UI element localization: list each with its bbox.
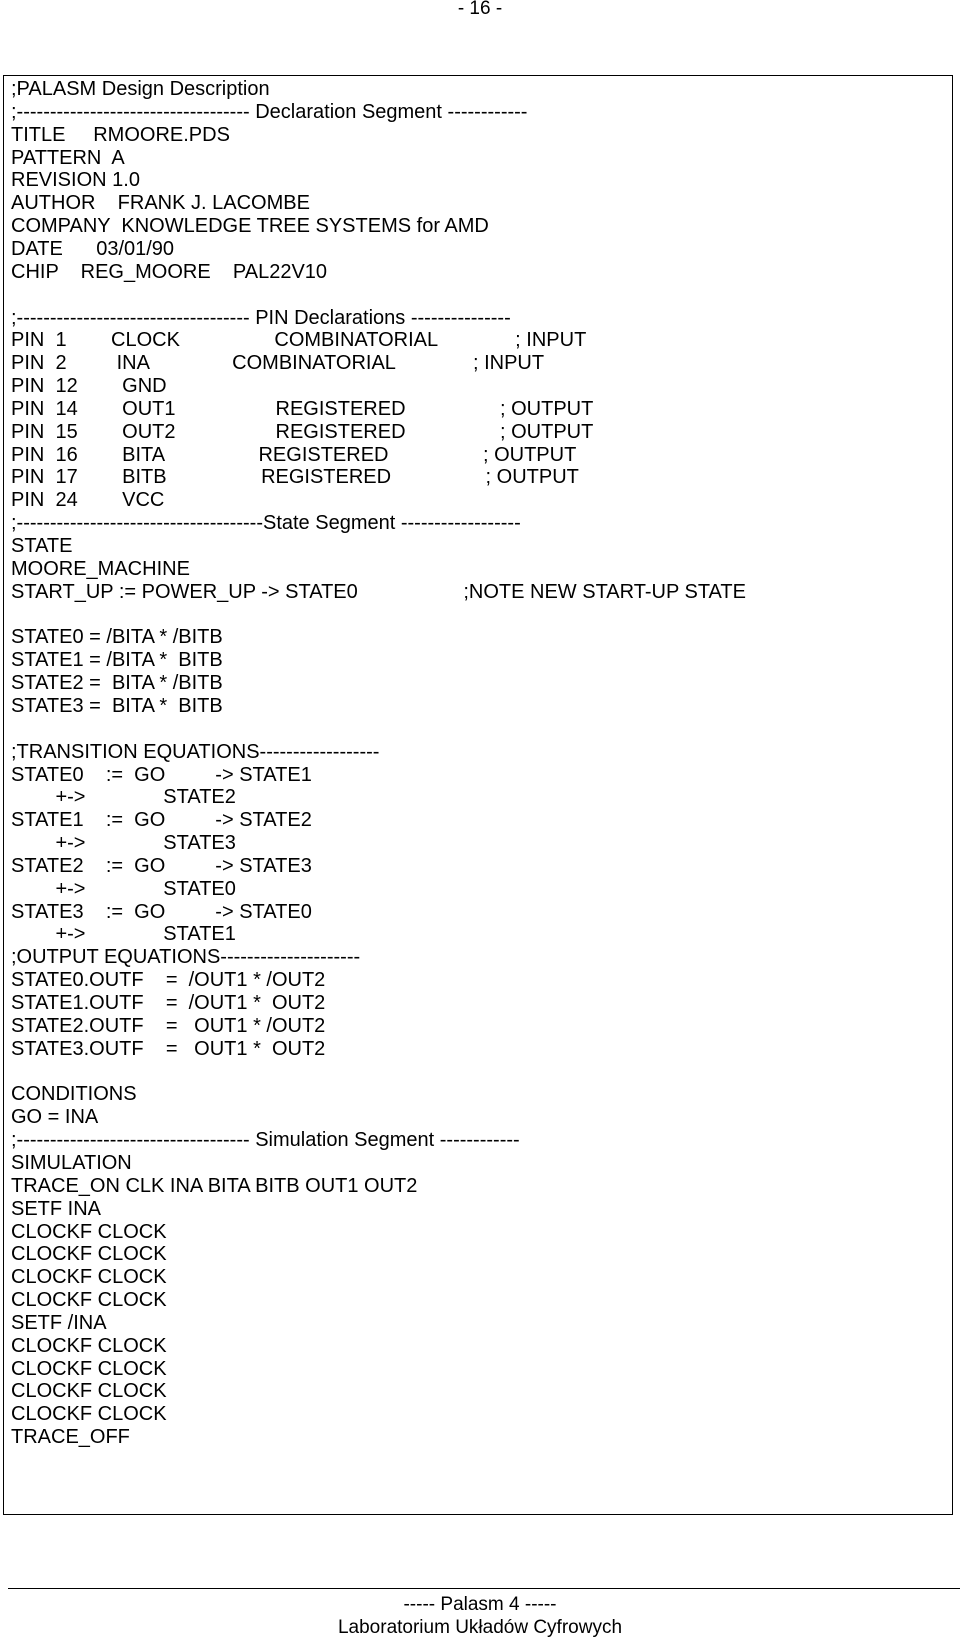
code-line: CLOCKF CLOCK: [11, 1220, 167, 1243]
code-line: CLOCKF CLOCK: [11, 1289, 167, 1312]
code-line: +-> STATE1: [11, 923, 236, 946]
code-line: STATE0 = /BITA * /BITB: [11, 626, 223, 649]
code-line: PIN 24 VCC: [11, 489, 165, 512]
code-line: ;----------------------------------- PIN Declarations ---------------: [11, 306, 511, 329]
footer-lab-name: Laboratorium Układów Cyfrowych: [337, 1617, 623, 1638]
code-line: COMPANY KNOWLEDGE TREE SYSTEMS for AMD: [11, 215, 489, 238]
code-line: ;----------------------------------- Simulation Segment ------------: [11, 1129, 520, 1152]
code-line: ;OUTPUT EQUATIONS---------------------: [11, 946, 361, 969]
code-line: PIN 15 OUT2 REGISTERED ; OUTPUT: [11, 420, 594, 443]
footer-title: ----- Palasm 4 -----: [403, 1594, 557, 1615]
code-line: STATE1.OUTF = /OUT1 * OUT2: [11, 992, 326, 1014]
code-line: STATE3 = BITA * BITB: [11, 694, 223, 717]
code-line: STATE2 := GO -> STATE3: [11, 854, 312, 877]
code-line: STATE3.OUTF = OUT1 * OUT2: [11, 1037, 326, 1060]
code-line: STATE: [11, 535, 73, 557]
code-line: SETF /INA: [11, 1311, 107, 1334]
code-line: TRACE_OFF: [11, 1426, 130, 1449]
code-line: CONDITIONS: [11, 1083, 137, 1106]
code-line: PIN 17 BITB REGISTERED ; OUTPUT: [11, 466, 579, 489]
code-line: START_UP := POWER_UP -> STATE0 ;NOTE NEW START-UP STATE: [11, 580, 746, 603]
code-line: STATE2.OUTF = OUT1 * /OUT2: [11, 1014, 326, 1037]
code-line: PIN 1 CLOCK COMBINATORIAL ; INPUT: [11, 329, 587, 352]
code-line: PATTERN A: [11, 146, 125, 169]
code-line: ;PALASM Design Description: [11, 78, 270, 100]
code-line: TITLE RMOORE.PDS: [11, 123, 230, 146]
code-line: STATE0.OUTF = /OUT1 * /OUT2: [11, 969, 326, 992]
code-line: ;----------------------------------- Declaration Segment ------------: [11, 100, 528, 123]
code-line: CLOCKF CLOCK: [11, 1266, 167, 1289]
code-line: STATE3 := GO -> STATE0: [11, 900, 312, 923]
code-line: AUTHOR FRANK J. LACOMBE: [11, 192, 310, 215]
code-line: CLOCKF CLOCK: [11, 1334, 167, 1357]
code-line: STATE1 := GO -> STATE2: [11, 809, 312, 832]
code-line: REVISION 1.0: [11, 169, 140, 192]
code-line: PIN 14 OUT1 REGISTERED ; OUTPUT: [11, 397, 594, 420]
code-line: STATE2 = BITA * /BITB: [11, 672, 223, 695]
code-line: GO = INA: [11, 1106, 99, 1129]
code-line: CLOCKF CLOCK: [11, 1243, 167, 1266]
code-line: CLOCKF CLOCK: [11, 1380, 167, 1403]
palasm-listing: [3, 75, 953, 1515]
code-line: TRACE_ON CLK INA BITA BITB OUT1 OUT2: [11, 1174, 418, 1197]
code-line: ;TRANSITION EQUATIONS------------------: [11, 740, 380, 763]
code-line: +-> STATE2: [11, 786, 236, 809]
code-line: SETF INA: [11, 1197, 102, 1220]
code-line: DATE 03/01/90: [11, 237, 175, 260]
code-line: CLOCKF CLOCK: [11, 1357, 167, 1380]
code-line: PIN 16 BITA REGISTERED ; OUTPUT: [11, 443, 577, 466]
code-line: MOORE_MACHINE: [11, 557, 190, 580]
code-line: +-> STATE3: [11, 832, 236, 855]
code-line: ;-------------------------------------State Segment ------------------: [11, 512, 521, 535]
code-line: CHIP REG_MOORE PAL22V10: [11, 260, 328, 283]
code-line: CLOCKF CLOCK: [11, 1403, 167, 1426]
code-line: SIMULATION: [11, 1151, 132, 1174]
page-number: - 16 -: [457, 0, 503, 19]
code-line: PIN 12 GND: [11, 375, 167, 398]
code-line: STATE1 = /BITA * BITB: [11, 649, 223, 672]
code-line: PIN 2 INA COMBINATORIAL ; INPUT: [11, 352, 545, 375]
footer-divider: [8, 1588, 960, 1589]
code-line: +-> STATE0: [11, 877, 236, 900]
code-line: STATE0 := GO -> STATE1: [11, 763, 312, 786]
